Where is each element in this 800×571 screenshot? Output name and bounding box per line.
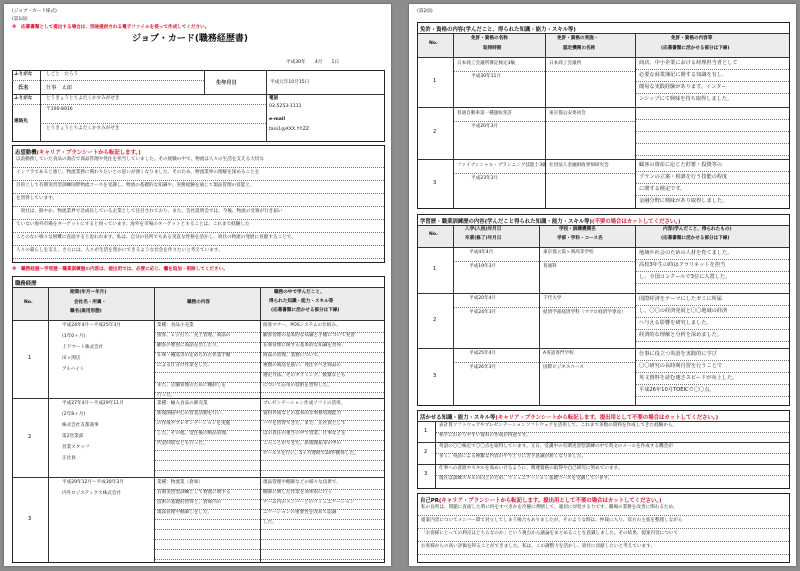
rule-line [261,420,384,421]
rule-line [155,460,260,461]
skill-no: 1 [424,428,428,434]
history-company-line: 田ヶ関店 [62,356,81,361]
furigana-value: しごと たろう [46,72,79,77]
rule-line [636,143,789,144]
skill-line: 多く、英語による複雑な内容のやりとりに苦手意識が無くなりました。 [439,454,586,459]
rule-line [636,271,789,272]
rule-line [155,410,260,411]
rule-line [13,232,384,233]
license-date: 平成30年11月 [471,74,502,79]
history-duty-line: 有期実習型訓練として物流に関する [157,490,231,495]
rule-line [636,69,789,70]
history-title: 職務経歴 [15,281,37,287]
skill-line: 現在は訓練スキルの向上のため、コミュニケーション基礎コースを受講しています。 [439,476,613,481]
history-learned-line: した。 [263,520,277,525]
license-content-line: プランの立案・相談を行う技能の程度 [639,174,728,180]
rule-line [636,317,789,318]
history-learned-line: 複数の商品を扱い、発注すべき商品の [263,363,342,368]
study-content-line: し、〇〇の経済発展と〇〇地域の経済 [639,308,728,314]
history-duty-line: 業種：輸入食品の卸売業 [157,401,208,406]
rule-line [636,183,789,184]
rule-line [261,392,384,393]
history-duty-line: また、店舗管理のために棚卸しを [157,383,226,388]
motive-title: 志望動機(キャリア・プランシートから転記します。) [15,150,141,156]
motive-line: 以前勤務していた食品の商店で商品管理や発注を担当していました。その経験の中で、物流は人々の生活を支える大切な [16,157,264,162]
sheet-number: (第1面) [12,17,28,22]
rule-line [261,539,384,540]
rule-line [155,332,260,333]
rule-line [636,171,789,172]
pr-line: 「お客様にとっての利点はどちらなのか」という視点から議論をまとめることを意識しました。その結果、提案内容について [421,531,679,536]
skill-no: 2 [424,449,428,455]
rule-line [261,460,384,461]
rule-line [454,71,635,72]
study-start: 平成20年4月 [469,296,497,301]
study-school: 東京都立霞ヶ関高等学校 [543,250,594,255]
rule-line [155,489,260,490]
history-header-duties: 職務の内容 [187,300,210,305]
history-company-line: (1年0ヶ月) [62,334,86,339]
page-1 [4,4,391,566]
license-header-no: No. [429,41,438,46]
history-company-line: 平成29年12月～平成30年3月 [62,480,124,485]
rule-line [636,259,789,260]
rule-line [155,450,260,451]
skill-line: 英語の〇〇検定で〇〇点を取得しています。又日、受講中の有期実習型訓練の中で英文のメールを作成する機会が [439,444,673,449]
history-header-position: 職名(雇用形態) [70,309,102,314]
history-header-company: 会社名・所属・ [74,300,107,305]
history-no: 1 [28,355,32,361]
history-learned-line: プレゼンテーション作成ソフトの活用。 [263,401,346,406]
study-end: 平成24年3月 [469,310,497,315]
history-no: 3 [28,516,32,522]
license-header-org: 免許・資格の実施・ [557,36,599,41]
history-duty-line: 接客、レジ打ち、売上管理、商品の [157,333,231,338]
history-company-line: 内外ロジスティクス株式会社 [62,491,122,496]
sheet-number-2: (第2面) [417,9,433,14]
study-end: 平成26年3月 [469,365,497,370]
rule-line [261,549,384,550]
rule-line [636,396,789,397]
history-duty-line: 在庫・棚品等の定められた作業手順 [157,353,231,358]
history-learned-line: 選定方法、そのタイミング、数量なども [263,373,346,378]
study-header-date2: 卒業(修了)年月日 [465,236,502,241]
study-header-content2: (応募書類に活かせる部分は下線) [661,236,730,241]
rule-line [261,352,384,353]
rule-line [155,549,260,550]
rule-line [636,360,789,361]
motive-line: 人々の暮らしを支え、さらには、人々が生活を豊かにできるような社会を作りたいと考えています。 [16,248,223,253]
study-course: 国際ビジネスコース [543,365,584,370]
motive-line: 目的として有期実習型訓練国際物流コースを受講し、物流の基礎的な知識や、実務経験を通じて現品管理の技能と、 [16,183,255,188]
motive-line: 貴社は、鮮やか、物流業界で急成長している企業として注目されており、また、会社説明会では、今後、物流の受領が行き届い [16,209,283,214]
history-header-no: No. [24,300,33,305]
furigana-label: ふりがな [14,72,33,77]
rule-line [454,362,635,363]
study-title: 学習歴・職業訓練歴の内容(学んだこと得られた知識・能力・スキル等)(不要の場合はカットしてください。) [420,219,681,225]
history-learned-line: 現品管理や棚卸などの様々な技術で、 [263,480,342,485]
license-header-date: 取得時期 [483,46,502,51]
rule-line [155,372,260,373]
license-org: 社団法人金融財政事情研究会 [549,163,609,168]
license-no: 2 [433,129,437,135]
study-end: 平成19年3月 [469,264,497,269]
rule-line [636,283,789,284]
history-company-line: 営業スタッフ [62,445,90,450]
license-org: 東京都公安委員会 [549,111,586,116]
study-school: A英語専門学校 [543,351,574,356]
pr-line: 提案内容についてメンバー間で対立してしまう場合もありましたが、そのような時は、仲裁に入り、双方の主張を整理しながら [421,518,683,523]
history-learned-line: ハウを習得できた。また、正社員として [263,421,346,426]
study-header-content: 内容(学んだこと、得られたもの) [663,227,732,232]
license-content-line: 簡易な実践経験があります。インター [639,84,727,90]
rule-line [155,539,260,540]
rule-line [436,432,789,433]
license-name: 普通自動車第一種運転免許 [457,111,513,116]
history-duty-line: による仕分け作業をした。 [157,363,213,368]
history-header-learned: 職務の中で学んだこと、 [274,290,325,295]
license-no: 3 [433,180,437,186]
rule-line [261,450,384,451]
rule-line [261,489,384,490]
history-learned-line: はの責任の重さの中で営業、仕事などを [263,431,346,436]
rule-line [13,167,384,168]
license-content-line: に関する検定です。 [639,186,686,192]
rule-line [13,219,384,220]
study-header-school: 学校・訓練機関名 [559,227,596,232]
email-value: taro1@XXX.YY.ZZ [269,127,310,132]
rule-line [155,420,260,421]
skill-no: 3 [424,471,428,477]
history-header-period: 期間(年月～年月) [70,290,107,295]
motive-line: ことのない様々な困難に直面すると思われます。私は、自分の長所でもある実直な性格を活かし、貴社の物流の発展に貢献することで、 [16,235,296,240]
zip-value: 〒100-8916 [46,107,73,112]
rule-line [261,559,384,560]
license-name: 日本商工会議所簿記検定3級 [457,61,516,66]
study-content-line: 地域や社会のための人材を育てました。 [639,250,733,256]
rule-line [13,206,384,207]
history-company-line: 株式会社友都商事 [62,423,99,428]
history-no: 2 [28,434,32,440]
study-content-line: 英文資料を読む速さスピードが向上した。 [639,375,738,381]
history-learned-line: セールスを行い、5ヶ月連続で24件獲得した。 [263,451,359,456]
history-company-line: (2年8ヶ月) [62,412,86,417]
motive-line: を習得しています。 [16,196,57,201]
study-content-line: し、全国コンクールで3位に入賞した。 [639,274,731,280]
license-date: 平成20年3月 [471,124,499,129]
study-content-line: 国際経済をテーマにしたゼミに所属 [639,296,723,302]
study-content-line: 仕事に役立つ英語を実践的に学び [639,351,717,357]
rule-line [436,453,789,454]
rule-line [418,528,789,529]
history-company-line: 第2営業部 [62,434,84,439]
page-2 [409,4,796,566]
history-duty-line: 新規開拓中心の営業活動を行い、 [157,411,226,416]
rule-line [155,499,260,500]
rule-line [636,195,789,196]
license-header-content: 免許・資格の内容等 [671,36,713,41]
license-content-line: 必要な商業簿記に関する知識を有し、 [639,72,728,78]
rule-line [636,131,789,132]
history-duty-line: 技術の基礎的習得と、倉庫内の [157,500,222,505]
history-duty-line: 業種：物流業（倉庫） [157,480,203,485]
motive-line: ていない海外市場をターゲットにすると伺っています。海外を市場のターゲットとすることは、これまで経験した [16,222,250,227]
pr-line: 私の長所は、問題に直面した時に何をすべきかを冷静に判断して、適切に対処する力です。職場の業務を改善に関わるため、 [421,505,678,510]
study-course: 経済学部経済学科（マクロ経済学専攻） [543,310,626,315]
rule-line [261,519,384,520]
rule-line [155,342,260,343]
rule-line [418,541,789,542]
rule-line [261,362,384,363]
address-value: とうきょうとちよだくかすみがせき [46,126,120,131]
license-content-line: 顧客の資産に応じた貯蓄・投資等の [639,162,723,168]
rule-line [155,392,260,393]
history-company-line: アルバイト [62,367,85,372]
study-start: 平成25年4月 [469,351,497,356]
skill-line: 表計算ソフトウェアやプレゼンテーションソフトウェアを活用して、これまで多数の資料を作成してきた経験から、 [439,423,678,428]
phone-value: 03-5253-1111 [269,104,302,109]
history-learned-line: 接客マナー、POSシステムの仕組み。 [263,323,341,328]
history-duty-line: 業種：食品小売業 [157,323,194,328]
study-header-course: 学部・学科・コース名 [557,236,603,241]
study-content-line: 平成26年10月TOEICで〇〇点。 [639,387,715,393]
study-no: 3 [433,373,437,379]
study-no: 1 [433,266,437,272]
pr-line: お客様からの高い評価を得ることができました。私は、この調整力を活かし、貴社に貢献したいと考えています。 [421,544,655,549]
rule-line [261,430,384,431]
study-header-date1: 入学(入校)年月日 [465,227,502,232]
license-org: 日本商工会議所 [549,61,582,66]
rule-line [261,342,384,343]
rule-line [261,372,384,373]
rule-line [436,475,789,476]
license-name: ファイナンシャル・プランニング技能士3級 [457,163,547,168]
study-content-line: へ与える影響を研究しました。 [639,320,712,326]
rule-line [261,529,384,530]
study-content-line: 高校3年生の時はクラリネットを担当 [639,262,726,268]
history-learned-line: 商品の管理、業務について、 [263,353,323,358]
rule-line [418,554,789,555]
history-learned-line: 資料作成などの基本的な事務処理能力 [263,411,342,416]
rule-line [13,245,384,246]
history-duty-line: 現品管理や棚卸しをした。 [157,510,213,515]
rule-line [454,173,635,174]
furigana2-label: ふりがな [14,96,33,101]
rule-line [261,499,384,500]
study-header-no: No. [429,232,438,237]
history-company-line: 上下マート株式会社 [62,345,104,350]
rule-line [454,121,635,122]
email-label: e-mail [269,117,286,122]
license-content-line: ンシップにて興味を持ち取得しました。 [639,96,733,102]
rule-line [261,410,384,411]
rule-line [155,440,260,441]
license-content-line: 金融分野に興味があり取得しました。 [639,198,728,204]
rule-line [155,519,260,520]
rule-line [155,430,260,431]
license-header-name: 免許・資格の名称 [471,36,508,41]
history-learned-line: について応用の技術を習得した。 [263,383,332,388]
rule-line [636,93,789,94]
rule-line [454,261,635,262]
license-header-content2: (応募書類に活かせる部分は下線) [661,46,730,51]
study-content-line: 経済的な理解と分析を深めました。 [639,332,723,338]
pr-title: 自己PR(キャリア・プランシートから転記します。提出用として不要の場合はカットしてください。) [420,498,662,504]
history-company-line: 平成24年4月～平成25年3月 [62,323,121,328]
history-duty-line: 行った。 [157,393,176,398]
history-learned-line: 顧客管理の基本的な知識と手順について実習 [263,333,355,338]
history-company-line: 平成27年4月～平成29年11月 [62,401,124,406]
study-no: 2 [433,317,437,323]
rule-line [261,470,384,471]
license-date: 平成23年3月 [471,176,499,181]
rule-line [636,341,789,342]
rule-line [261,382,384,383]
study-school: 千代大学 [543,296,562,301]
rule-line [13,258,384,259]
furigana2-value: とうきょうとちよだくかすみがせき [46,96,120,101]
date: 平成30年 4月 1日 [286,60,340,65]
history-duty-line: 顧客の要望に商品を出したり、 [157,343,222,348]
rule-line [155,529,260,530]
rule-line [155,382,260,383]
rule-line [636,155,789,156]
history-header-learned2: 得られた知識・能力・スキル等 [269,299,334,304]
rule-line [155,509,260,510]
license-header-org2: 認定機関の名称 [563,46,596,51]
name-value: 仕事 太郎 [46,85,72,91]
rule-line [636,305,789,306]
skill-line: 相手にわかりやすい資料の作成が得意です。 [439,433,531,438]
history-learned-line: 棚卸に関した作業を効率的に行う [263,490,332,495]
rule-line [155,352,260,353]
history-learned-line: チーム内のメンバーとのコミュニケーション [263,500,355,505]
rule-line [155,470,260,471]
form-name: (ジョブ・カード様式) [12,9,57,14]
page-title: ジョブ・カード(職務経歴書) [132,34,249,44]
rule-line [636,81,789,82]
rule-line [636,384,789,385]
study-content-line: 〇〇研究の長時間自習を行うことで [639,363,723,369]
rule-line [13,193,384,194]
history-header-learned3: (応募書類に活かせる部分は下線) [271,308,340,313]
history-notice: ※ 職務経歴～学習歴・職業訓練歴の内容は、提出用では、必要に応じ、欄を追加・削除してください。 [12,267,228,272]
study-start: 平成4年4月 [469,250,494,255]
rule-line [155,362,260,363]
name-label: 氏名 [18,85,29,91]
birth-value: 平成元年10月15日 [270,80,310,85]
rule-line [636,329,789,330]
skill-title: 活かせる知識・能力・スキル等(キャリア・プランシートから転記します。提出用として不要の場合はカットしてください。) [420,415,719,421]
rule-line [155,559,260,560]
history-learned-line: ニケーションの重要性を改めて認識 [263,510,337,515]
license-title: 免許・資格の内容(学んだこと、得られた知識・能力・スキル等) [420,27,576,33]
rule-line [636,372,789,373]
rule-line [454,307,635,308]
rule-line [261,332,384,333]
motive-line: インフラであると感じ、物流業務に関わりたいとの思いが強くなりました。そのため、物流業界の理解を深めることを [16,170,260,175]
history-learned-line: 在庫管理に関する基本的な知識を習得。 [263,343,346,348]
skill-line: 仕事への意欲やスキルを高めいけるように、関連資格の取得や自己研究に努めています。 [439,466,623,471]
rule-line [636,119,789,120]
study-course: 普通科 [543,264,557,269]
phone-label: 電話 [269,96,279,101]
history-learned-line: ころことができた。新規開拓等の中の [263,441,342,446]
history-duty-line: した。その他、受注後の納品管理、 [157,431,231,436]
birth-label: 生年月日 [216,80,237,86]
history-company-line: 正社員 [62,456,76,461]
license-content-line: 商店、中小企業における経理担当者として [639,60,738,66]
rule-line [261,440,384,441]
rule-line [418,515,789,516]
contact-label: 連絡先 [14,119,28,124]
history-duty-line: の作成やプレゼンテーションを実施 [157,421,231,426]
license-no: 1 [433,78,437,84]
rule-line [13,180,384,181]
rule-line [261,509,384,510]
notice: ※ 応募書類として提出する場合は、別途提供される電子ファイルを使って作成してください。 [12,25,210,30]
history-duty-line: 代金回収なども行った。 [157,441,208,446]
